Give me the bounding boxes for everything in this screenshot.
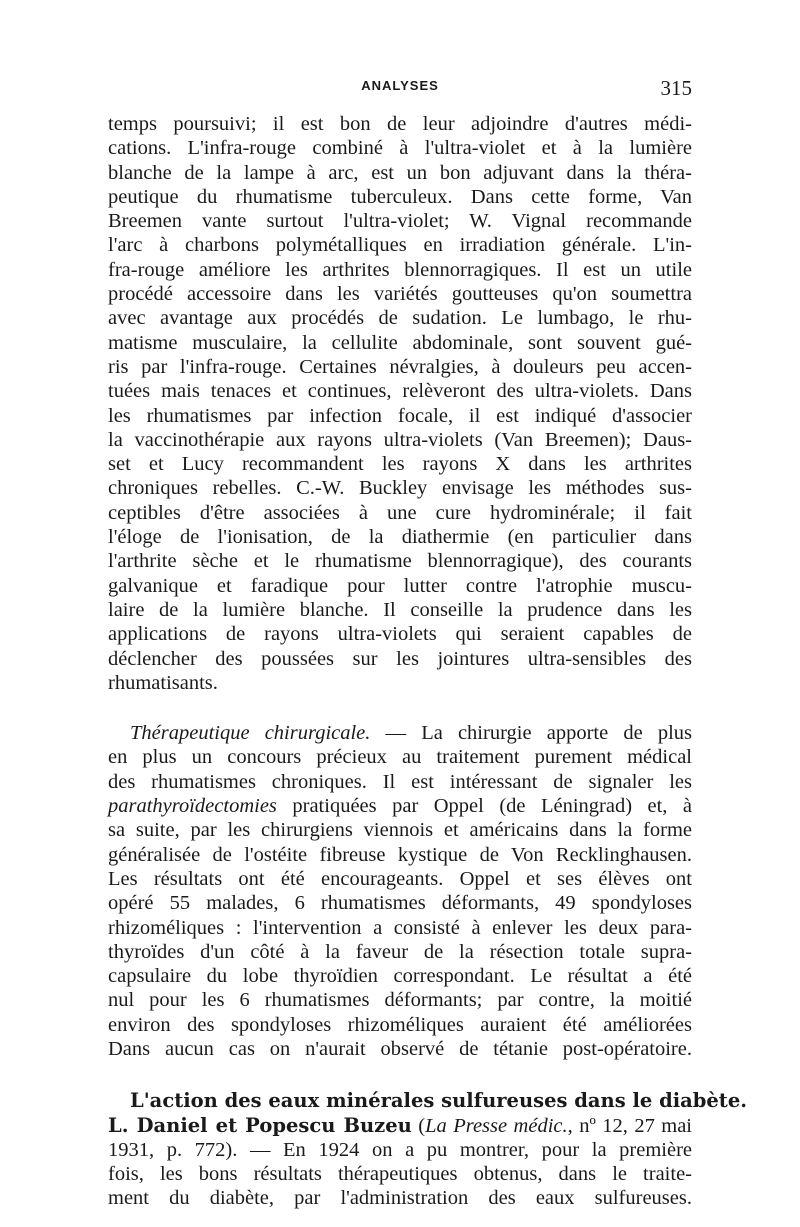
journal-name: La Presse médic. <box>425 1114 568 1137</box>
paragraph-rheumatism-phototherapy <box>108 112 692 695</box>
text-line: opéré 55 malades, 6 rhumatismes déformants, 49 spondyloses <box>108 892 692 915</box>
text-line: galvanique et faradique pour lutter contre l'atrophie muscu- <box>108 574 692 597</box>
text-line: peutique du rhumatisme tuberculeux. Dans cette forme, Van <box>108 185 692 208</box>
text-line: rhumatisants. <box>108 671 218 694</box>
text-line: fra-rouge améliore les arthrites blennorragiques. Il est un utile <box>108 258 692 281</box>
text-span: , nº 12, 27 mai <box>567 1114 692 1137</box>
article-title-text: L'action des eaux minérales sulfureuses dans le diabète. <box>130 1089 748 1113</box>
text-line: l'arc à charbons polymétalliques en irradiation générale. L'in- <box>108 234 692 257</box>
text-line <box>108 1114 692 1138</box>
text-line <box>108 721 692 745</box>
text-span: ( <box>411 1114 426 1137</box>
text-line: des rhumatismes chroniques. Il est intéressant de signaler les <box>108 770 692 793</box>
text-line: cations. L'infra-rouge combiné à l'ultra-violet et à la lumière <box>108 137 692 160</box>
text-line: matisme musculaire, la cellulite abdominale, sont souvent gué- <box>108 331 692 354</box>
text-line: la vaccinothérapie aux rayons ultra-violets (Van Breemen); Daus- <box>108 428 692 451</box>
text-line: l'éloge de l'ionisation, de la diathermie (en particulier dans <box>108 526 692 549</box>
text-line: thyroïdes d'un côté à la faveur de la résection totale supra- <box>108 940 692 963</box>
text-line: environ des spondyloses rhizoméliques auraient été améliorées <box>108 1013 692 1036</box>
text-span: pratiquées par Oppel (de Léningrad) et, à <box>276 795 692 818</box>
text-line: fois, les bons résultats thérapeutiques obtenus, dans le traite- <box>108 1163 692 1186</box>
text-line: les rhumatismes par infection focale, il est indiqué d'associer <box>108 404 692 427</box>
text-line: laire de la lumière blanche. Il conseille la prudence dans les <box>108 598 692 621</box>
text-line: rhizoméliques : l'intervention a consisté à enlever les deux para- <box>108 916 692 939</box>
text-line: avec avantage aux procédés de sudation. Le lumbago, le rhu- <box>108 307 692 330</box>
text-line: set et Lucy recommandent les rayons X dans les arthrites <box>108 453 692 476</box>
text-line: temps poursuivi; il est bon de leur adjoindre d'autres médi- <box>108 113 692 135</box>
text-line: généralisée de l'ostéite fibreuse kystique de Von Recklinghausen. <box>108 843 692 866</box>
text-line: Breemen vante surtout l'ultra-violet; W. Vignal recommande <box>108 210 692 233</box>
text-line: ceptibles d'être associées à une cure hydrominérale; il fait <box>108 501 692 524</box>
text-line: sa suite, par les chirurgiens viennois et américains dans la forme <box>108 819 692 842</box>
text-line: Les résultats ont été encourageants. Oppel et ses élèves ont <box>108 867 692 890</box>
running-head: ANALYSES <box>361 78 439 93</box>
page-header <box>108 76 692 100</box>
italic-term: parathyroïdectomies <box>108 795 277 818</box>
article-authors: L. Daniel et Popescu Buzeu <box>108 1113 412 1137</box>
text-line: ment du diabète, par l'administration des eaux sulfureuses. <box>108 1187 692 1210</box>
text-line: procédé accessoire dans les variétés goutteuses qu'on soumettra <box>108 283 692 306</box>
text-line: ris par l'infra-rouge. Certaines névralgies, à douleurs peu accen- <box>108 355 692 378</box>
text-line: nul pour les 6 rhumatismes déformants; par contre, la moitié <box>108 989 692 1012</box>
text-line: 1931, p. 772). — En 1924 on a pu montrer, pour la première <box>108 1138 692 1161</box>
text-line <box>108 794 692 818</box>
page-number: 315 <box>660 76 692 100</box>
text-line: en plus un concours précieux au traitement purement médical <box>108 746 692 769</box>
body-text <box>108 112 748 1211</box>
text-line: applications de rayons ultra-violets qui seraient capables de <box>108 623 692 646</box>
article-title <box>108 1089 748 1113</box>
text-line: capsulaire du lobe thyroïdien correspondant. Le résultat a été <box>108 965 692 988</box>
text-line: l'arthrite sèche et le rhumatisme blennorragique), des courants <box>108 550 692 573</box>
text-line: blanche de la lampe à arc, est un bon adjuvant dans la théra- <box>108 161 692 184</box>
paragraph-surgical-therapy <box>108 721 692 1061</box>
text-line: chroniques rebelles. C.-W. Buckley envisage les méthodes sus- <box>108 477 692 500</box>
text-line: tuées mais tenaces et continues, relèveront des ultra-violets. Dans <box>108 380 692 403</box>
paragraph-sulfur-waters-diabetes <box>108 1089 748 1210</box>
section-heading: Thérapeutique chirurgicale. <box>130 722 371 745</box>
text-line: déclencher des poussées sur les jointures ultra-sensibles des <box>108 647 692 670</box>
text-line: Dans aucun cas on n'aurait observé de tétanie post-opératoire. <box>108 1037 692 1060</box>
text-span: — La chirurgie apporte de plus <box>370 722 692 745</box>
